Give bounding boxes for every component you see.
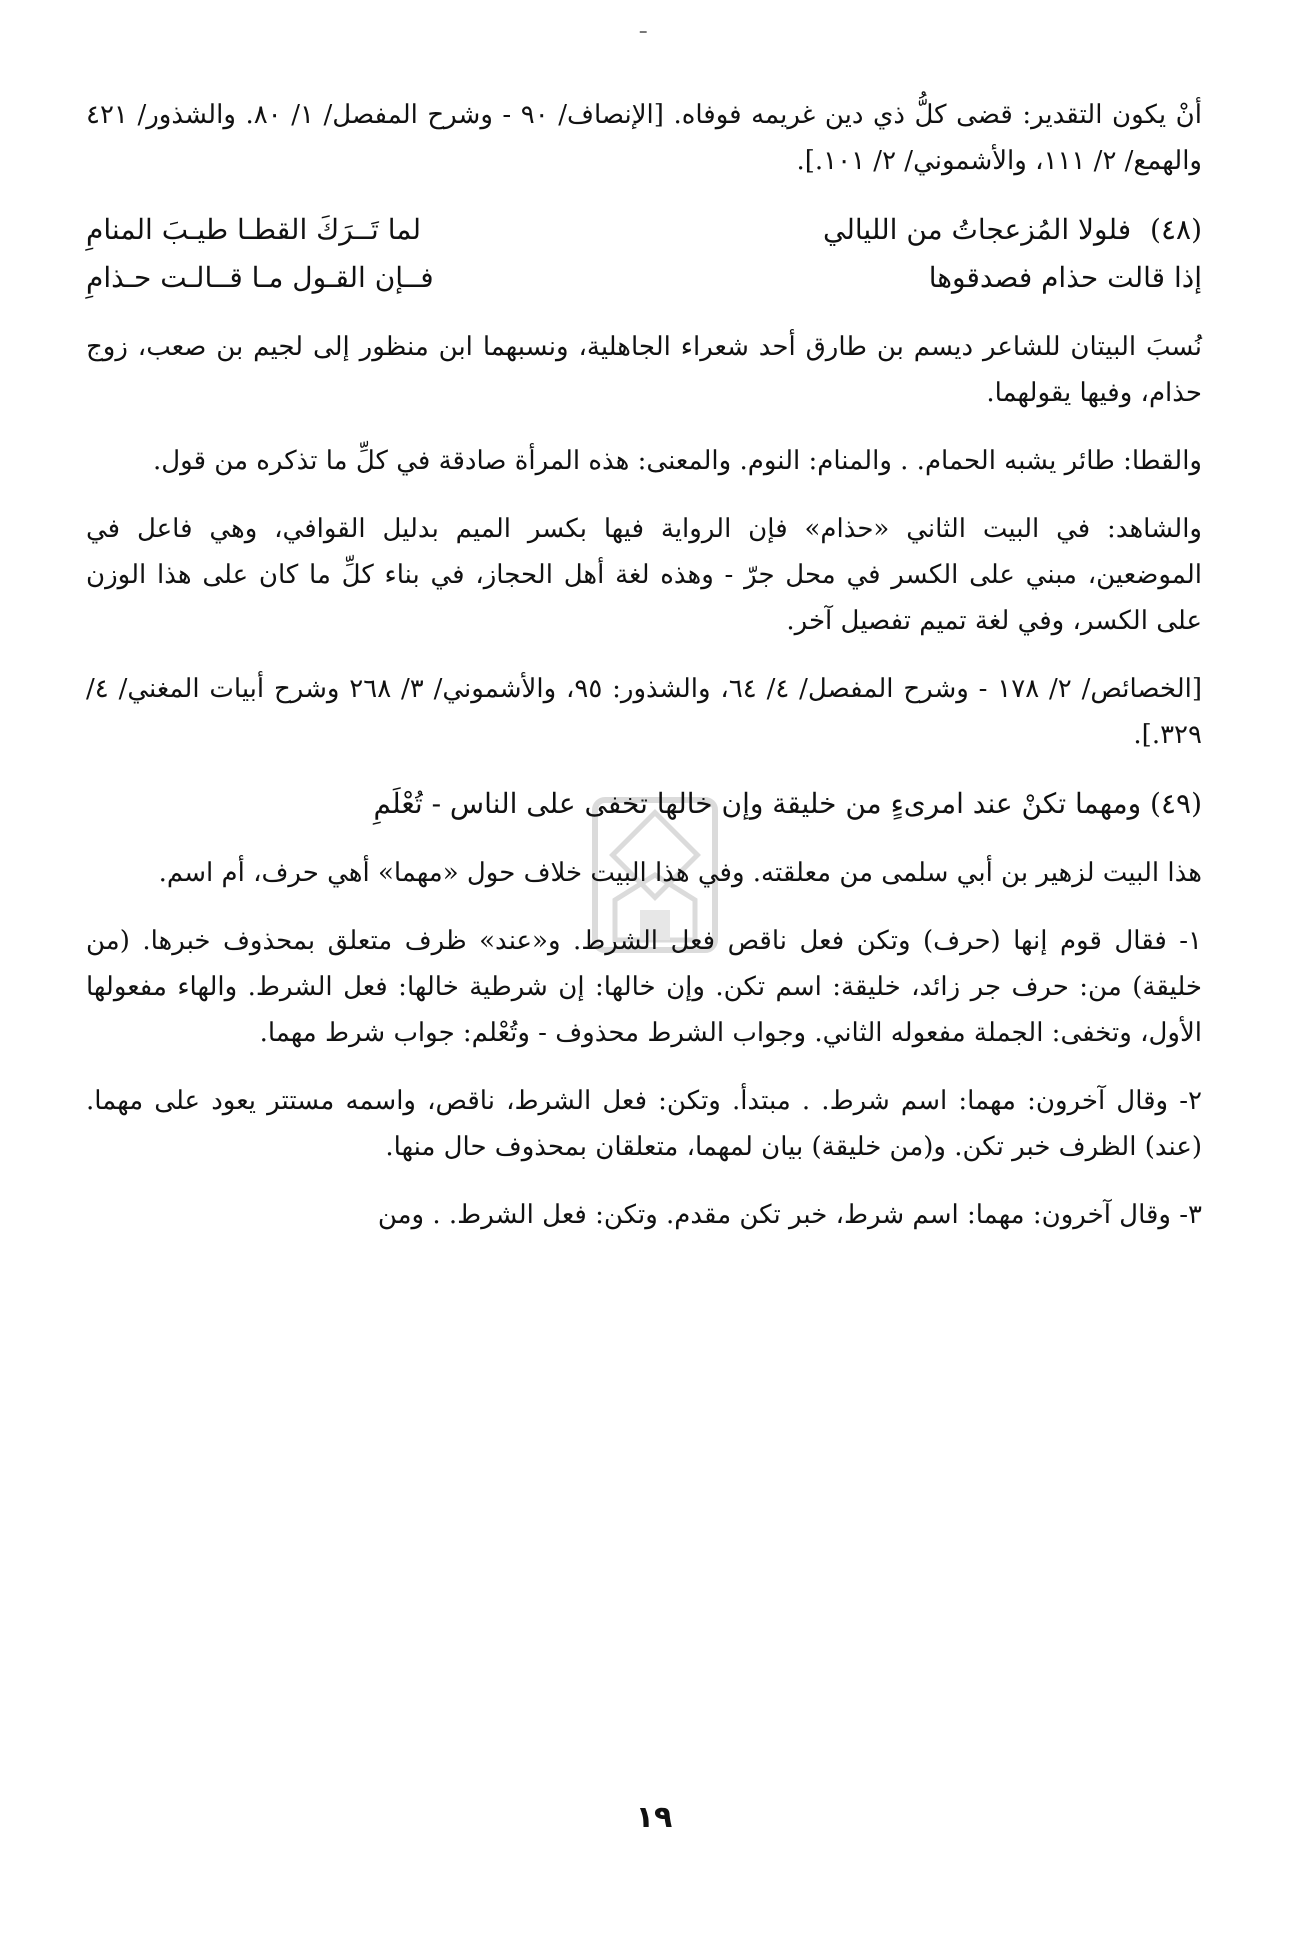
page-body [86,92,1202,1260]
paragraph: ٢- وقال آخرون: مهما: اسم شرط. . مبتدأ. وتكن: فعل الشرط، ناقص، واسمه مستتر يعود على مهما. (عند) الظرف خبر تكن. و(من خليقة) بيان لمهما، متعلقان بمحذوف حال منها. [86,1086,1202,1162]
verse-hemistich [622,206,1202,254]
verse-line [86,254,1202,302]
citation: [الخصائص/ ٢/ ١٧٨ - وشرح المفصل/ ٤/ ٦٤، والشذور: ٩٥، والأشموني/ ٣/ ٢٦٨ وشرح أبيات المغني/ ٤/ ٣٢٩.]. [86,674,1202,750]
paragraph: نُسبَ البيتان للشاعر ديسم بن طارق أحد شعراء الجاهلية، ونسبهما ابن منظور إلى لجيم بن صعب، زوج حذام، وفيها يقولهما. [86,332,1202,408]
verse-number: (٤٨) [1150,213,1202,246]
paragraph: ٣- وقال آخرون: مهما: اسم شرط، خبر تكن مقدم. وتكن: فعل الشرط. . ومن [377,1200,1202,1230]
verse-hemistich: لما تَــرَكَ القطـا طيـبَ المنامِ [86,213,422,246]
verse-hemistich: فــإن القـول مـا قــالـت حـذامِ [86,261,434,294]
paragraph: هذا البيت لزهير بن أبي سلمى من معلقته. وفي هذا البيت خلاف حول «مهما» أهي حرف، أم اسم. [158,858,1202,888]
verse-line [86,206,1202,254]
verse-text: فلولا المُزعجاتُ من الليالي [822,213,1132,246]
paragraph: ١- فقال قوم إنها (حرف) وتكن فعل ناقص فعل الشرط. و«عند» ظرف متعلق بمحذوف خبرها. (من خليقة) من: حرف جر زائد، خليقة: اسم تكن. وإن خالها: إن شرطية خالها: فعل الشرط. والهاء مفعولها الأول، وتخفى: الجملة مفعوله الثاني. وجواب الشرط محذوف - وتُعْلم: جواب شرط مهما. [86,926,1202,1048]
verse-48 [86,206,1202,302]
verse-49: (٤٩) ومهما تكنْ عند امرىءٍ من خليقة وإن خالها تخفى على الناس - تُعْلَمِ [373,787,1202,820]
scan-mark: ـ [640,14,647,39]
paragraph: والشاهد: في البيت الثاني «حذام» فإن الرواية فيها بكسر الميم بدليل القوافي، وهي فاعل في الموضعين، مبني على الكسر في محل جرّ - وهذه لغة أهل الحجاز، في بناء كلِّ ما كان على هذا الوزن على الكسر، وفي لغة تميم تفصيل آخر. [86,514,1202,636]
paragraph: أنْ يكون التقدير: قضى كلُّ ذي دين غريمه فوفاه. [الإنصاف/ ٩٠ - وشرح المفصل/ ١/ ٨٠. والشذور/ ٤٢١ والهمع/ ٢/ ١١١، والأشموني/ ٢/ ١٠١.]. [86,100,1203,176]
page-number: ١٩ [635,1800,673,1835]
verse-hemistich: إذا قالت حذام فصدقوها [928,261,1202,294]
paragraph: والقطا: طائر يشبه الحمام. . والمنام: النوم. والمعنى: هذه المرأة صادقة في كلِّ ما تذكره من قول. [153,446,1202,476]
